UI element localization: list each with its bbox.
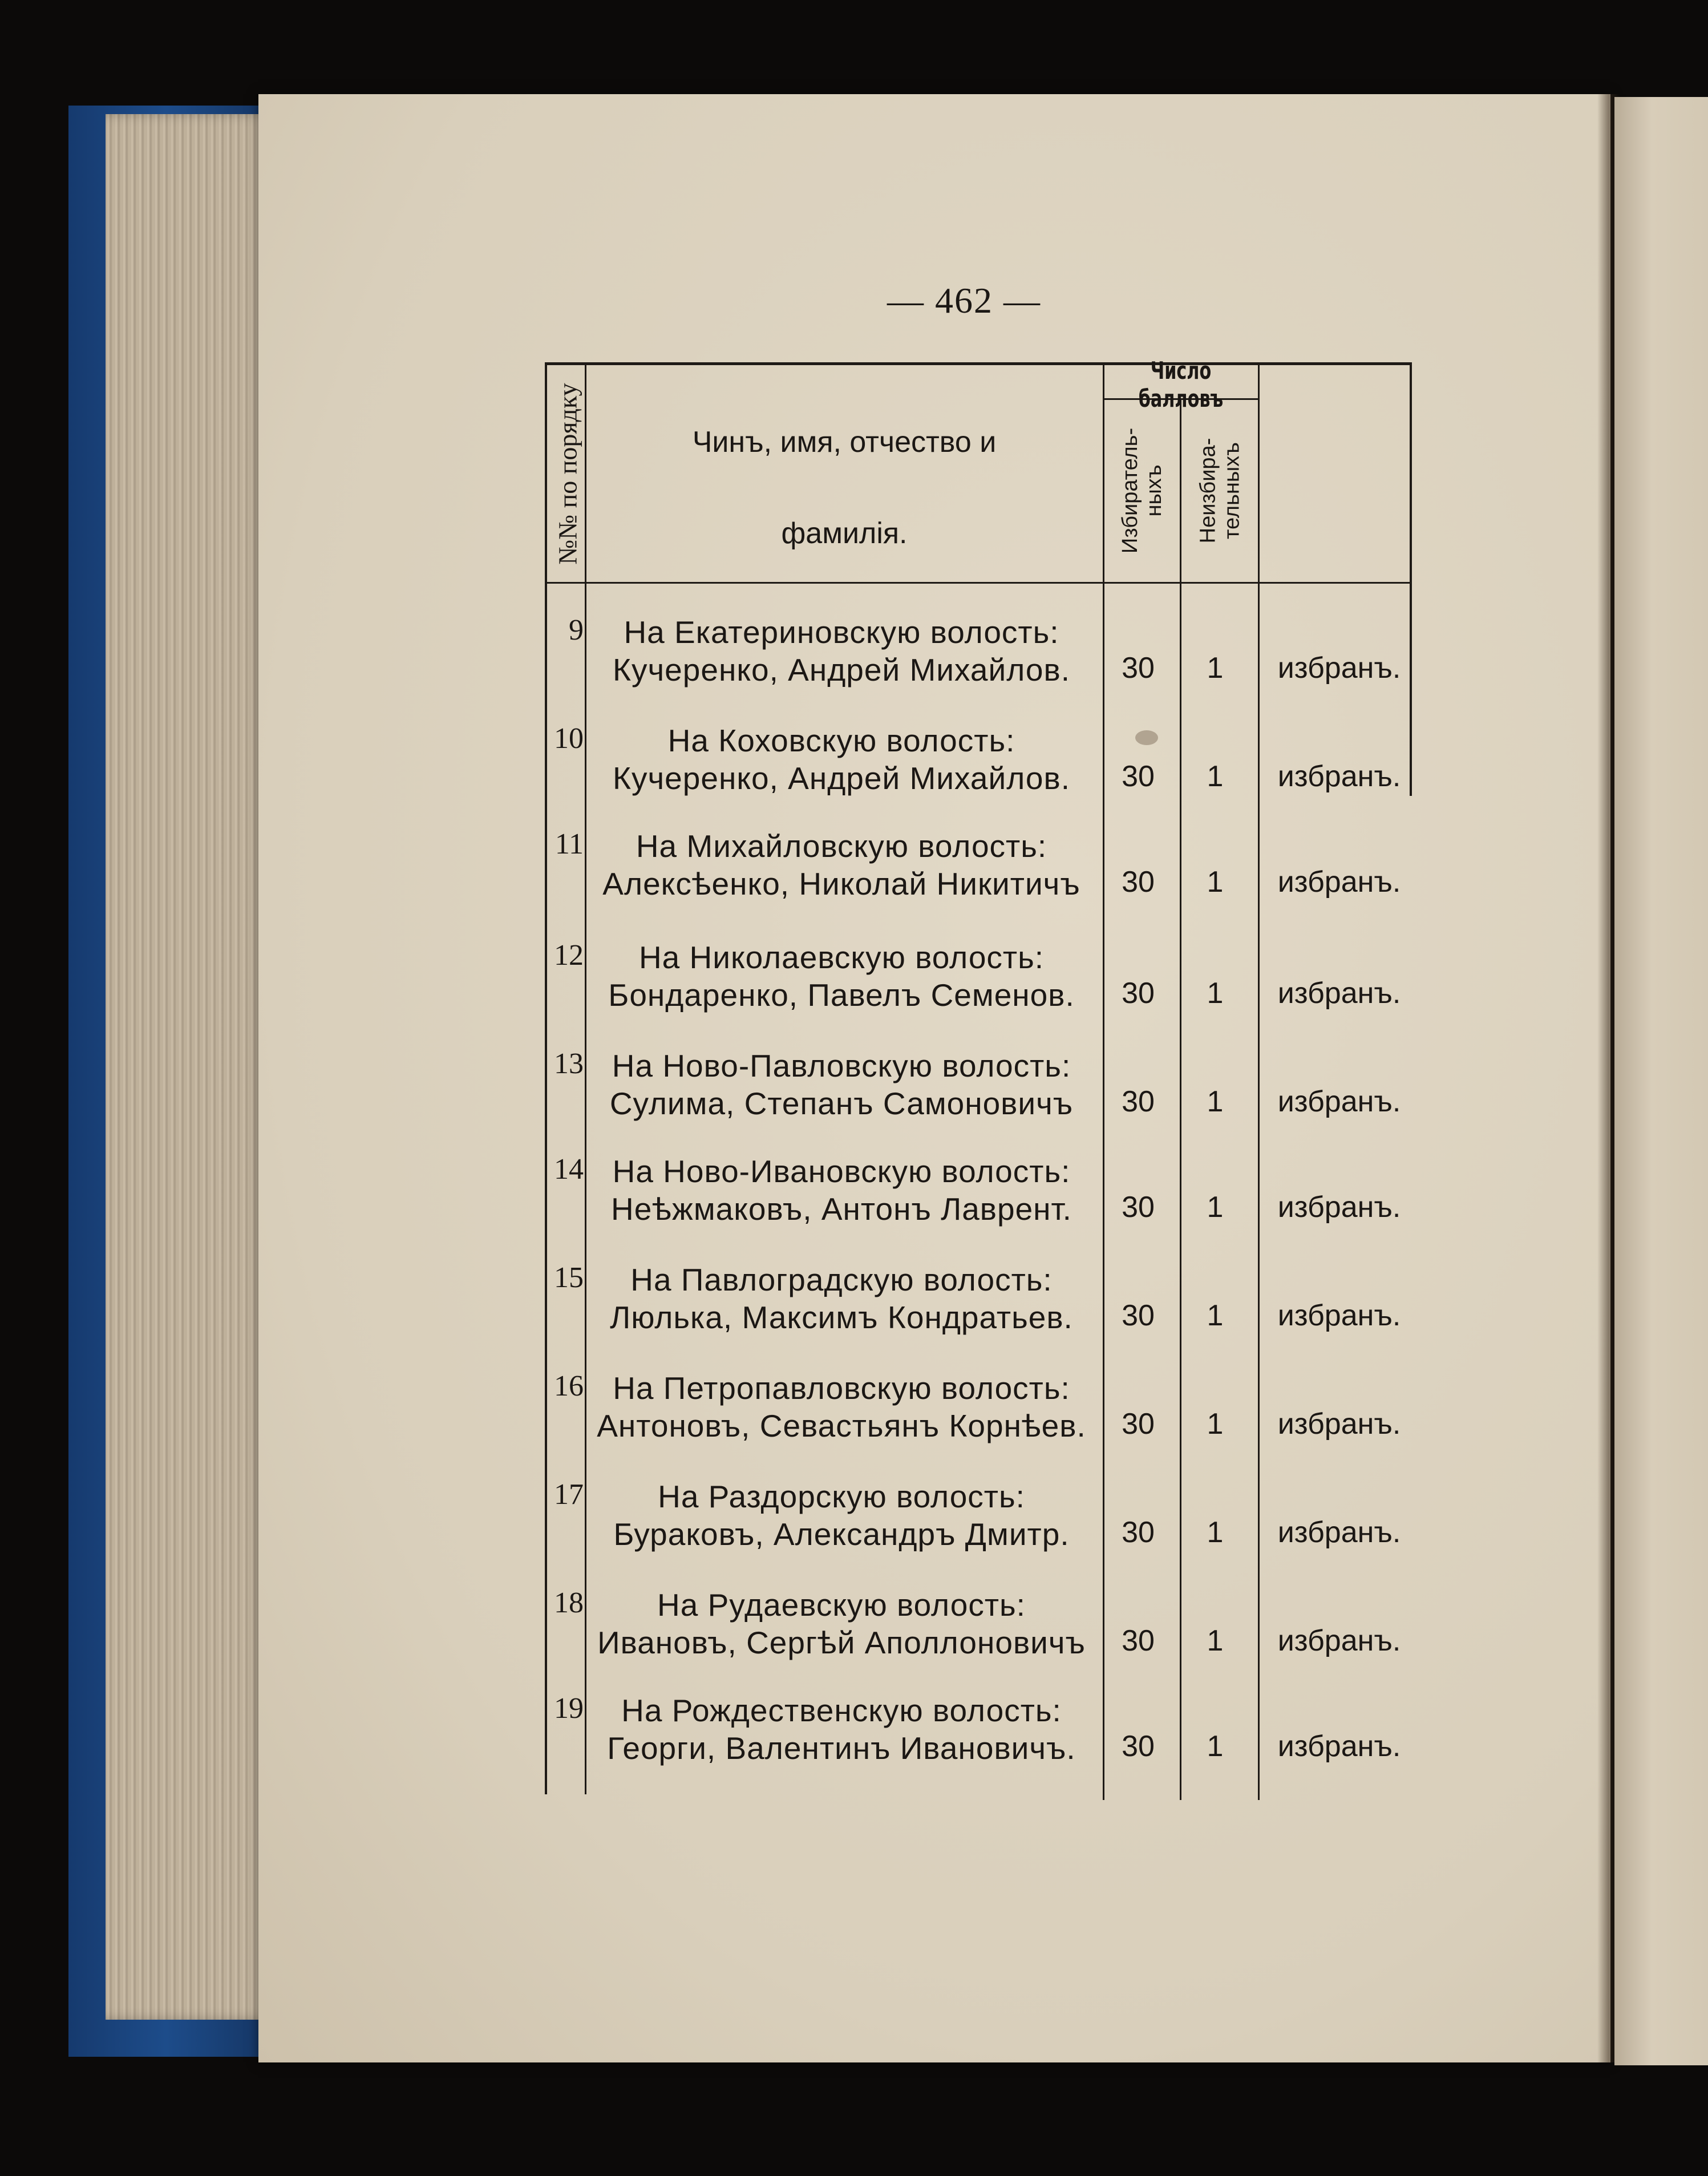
row-votes-against: 1 xyxy=(1207,1299,1224,1332)
table-row xyxy=(545,1586,1412,1694)
row-result: избранъ. xyxy=(1277,1624,1401,1657)
row-votes-against: 1 xyxy=(1207,760,1224,793)
row-votes-for: 30 xyxy=(1122,1624,1155,1657)
row-votes-against: 1 xyxy=(1207,1191,1224,1224)
row-number: 15 xyxy=(554,1261,584,1294)
votes-for-header: Избиратель-ныхъ xyxy=(1118,427,1166,554)
row-votes-for: 30 xyxy=(1122,865,1155,899)
row-votes-against: 1 xyxy=(1207,865,1224,899)
table-row xyxy=(545,1047,1412,1155)
row-result: избранъ. xyxy=(1277,1085,1401,1118)
row-result: избранъ. xyxy=(1277,865,1401,899)
row-volost: На Екатериновскую волость: xyxy=(624,614,1059,650)
table-row xyxy=(545,1692,1412,1800)
row-votes-against: 1 xyxy=(1207,1516,1224,1549)
row-person: Кучеренко, Андрей Михайлов. xyxy=(612,652,1071,687)
row-result: избранъ. xyxy=(1277,1516,1401,1549)
row-number: 16 xyxy=(554,1370,584,1402)
ink-stain xyxy=(1135,730,1158,745)
row-person: Алексѣенко, Николай Никитичъ xyxy=(602,866,1080,901)
row-votes-for: 30 xyxy=(1122,1299,1155,1332)
row-person: Люлька, Максимъ Кондратьев. xyxy=(610,1300,1073,1335)
col-name-header: Чинъ, имя, отчество и фамилія. xyxy=(692,426,997,550)
row-result: избранъ. xyxy=(1277,1730,1401,1763)
row-votes-for: 30 xyxy=(1122,652,1155,685)
facing-page-edge xyxy=(1614,97,1708,2065)
row-person: Бондаренко, Павелъ Семенов. xyxy=(608,977,1075,1013)
row-volost: На Петропавловскую волость: xyxy=(613,1370,1070,1406)
row-volost: На Павлоградскую волость: xyxy=(630,1262,1053,1297)
row-votes-against: 1 xyxy=(1207,1730,1224,1763)
row-person: Георги, Валентинъ Ивановичъ. xyxy=(607,1730,1076,1766)
table-row xyxy=(545,722,1412,830)
row-number: 17 xyxy=(554,1478,584,1511)
page-edges xyxy=(106,114,277,2020)
row-person: Бураковъ, Александръ Дмитр. xyxy=(613,1516,1070,1552)
row-votes-for: 30 xyxy=(1122,1407,1155,1441)
row-votes-for: 30 xyxy=(1122,760,1155,793)
table-row xyxy=(545,1478,1412,1586)
row-votes-for: 30 xyxy=(1122,1730,1155,1763)
row-result: избранъ. xyxy=(1277,1299,1401,1332)
table-row xyxy=(545,827,1412,936)
row-votes-against: 1 xyxy=(1207,1085,1224,1118)
row-volost: На Михайловскую волость: xyxy=(636,828,1047,864)
row-person: Кучеренко, Андрей Михайлов. xyxy=(612,761,1071,796)
row-votes-against: 1 xyxy=(1207,652,1224,685)
row-number: 19 xyxy=(554,1692,584,1725)
row-volost: На Раздорскую волость: xyxy=(658,1479,1025,1514)
row-volost: На Ново-Ивановскую волость: xyxy=(612,1154,1071,1189)
row-person: Неѣжмаковъ, Антонъ Лаврент. xyxy=(611,1191,1072,1227)
row-result: избранъ. xyxy=(1277,1407,1401,1441)
row-result: избранъ. xyxy=(1277,977,1401,1010)
row-person: Антоновъ, Севастьянъ Корнѣев. xyxy=(597,1408,1086,1443)
table-top-border xyxy=(545,362,1412,365)
row-number: 9 xyxy=(569,614,584,646)
row-volost: На Рождественскую волость: xyxy=(621,1693,1062,1728)
header-bottom-border xyxy=(545,582,1412,584)
row-person: Сулима, Степанъ Самоновичъ xyxy=(609,1086,1074,1121)
table-row xyxy=(545,1152,1412,1261)
row-number: 11 xyxy=(555,828,584,860)
row-votes-for: 30 xyxy=(1122,1191,1155,1224)
table-row xyxy=(545,1261,1412,1369)
row-votes-for: 30 xyxy=(1122,977,1155,1010)
row-person: Ивановъ, Сергѣй Аполлоновичъ xyxy=(597,1625,1086,1660)
row-result: избранъ. xyxy=(1277,1191,1401,1224)
row-votes-against: 1 xyxy=(1207,977,1224,1010)
row-votes-against: 1 xyxy=(1207,1407,1224,1441)
row-number: 18 xyxy=(554,1587,584,1619)
votes-against-header: Неизбира-тельныхъ xyxy=(1196,438,1244,544)
table-row xyxy=(545,1369,1412,1478)
row-volost: На Ново-Павловскую волость: xyxy=(612,1048,1071,1083)
row-result: избранъ. xyxy=(1277,760,1401,793)
row-number: 12 xyxy=(554,939,584,972)
row-number: 13 xyxy=(554,1047,584,1080)
row-votes-against: 1 xyxy=(1207,1624,1224,1657)
row-volost: На Рудаевскую волость: xyxy=(657,1587,1026,1623)
table-row xyxy=(545,939,1412,1047)
row-volost: На Николаевскую волость: xyxy=(638,940,1045,975)
row-votes-for: 30 xyxy=(1122,1516,1155,1549)
row-number: 14 xyxy=(554,1153,584,1186)
votes-header: Число балловъ xyxy=(1138,357,1224,412)
row-number: 10 xyxy=(554,722,584,755)
row-votes-for: 30 xyxy=(1122,1085,1155,1118)
table-row xyxy=(545,613,1412,722)
row-result: избранъ. xyxy=(1277,652,1401,685)
page-number: — 462 — xyxy=(887,280,1041,321)
col-number-header: №№ по порядку xyxy=(553,382,582,565)
row-volost: На Коховскую волость: xyxy=(667,723,1015,758)
